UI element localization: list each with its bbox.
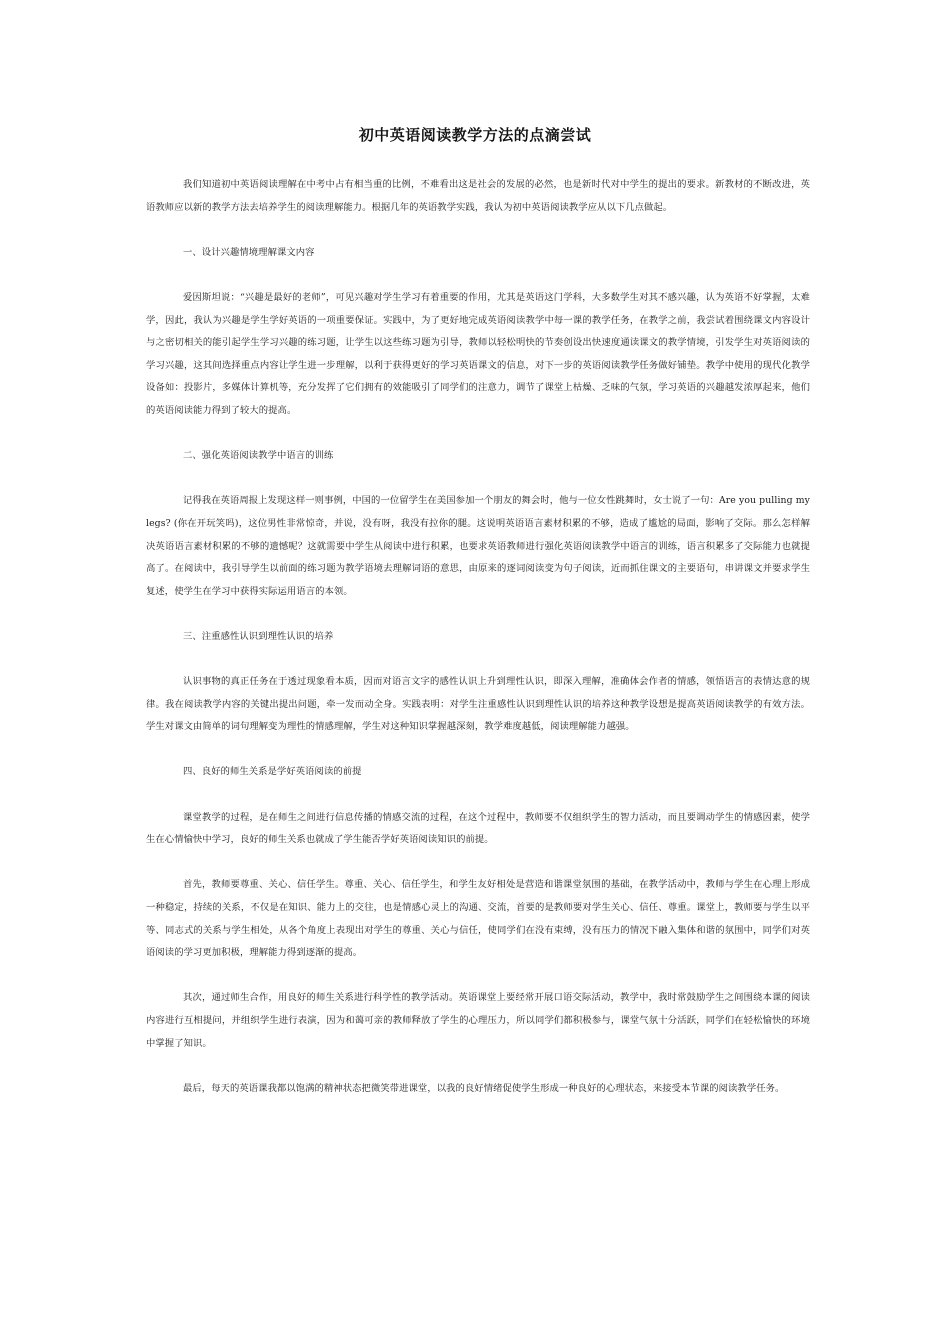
intro-paragraph: 我们知道初中英语阅读理解在中考中占有相当重的比例，不难看出这是社会的发展的必然，也是新时代对中学生的提出的要求。新教材的不断改进，英语教师应以新的教学方法去培养学生的阅读理解能力。根据几年的英语教学实践，我认为初中英语阅读教学应从以下几点做起。 <box>146 179 810 213</box>
section-2-paragraph: 记得我在英语周报上发现这样一则事例，中国的一位留学生在美国参加一个朋友的舞会时，他与一位女性跳舞时，女士说了一句：Are you pulling my legs? (你在开玩笑吗)，这位男性非常惊奇，并说，没有呀，我没有拉你的腿。这说明英语语言素材积累的不够，造成了尴尬的局面，影响了交际。那么怎样解决英语语言素材积累的不够的遗憾呢？这就需要中学生从阅读中进行积累，也要求英语教师进行强化英语阅读教学中语言的训练，语言积累多了交际能力也就提高了。在阅读中，我引导学生以前面的练习题为教学语境去理解词语的意思，由原来的逐词阅读变为句子阅读，近而抓住课文的主要语句，串讲课文并要求学生复述，使学生在学习中获得实际运用语言的本领。 <box>146 495 810 597</box>
document-title: 初中英语阅读教学方法的点滴尝试 <box>358 126 592 144</box>
section-1-paragraph: 爱因斯坦说：“兴趣是最好的老师”，可见兴趣对学生学习有着重要的作用，尤其是英语这门学科，大多数学生对其不感兴趣，认为英语不好掌握，太难学，因此，我认为兴趣是学生学好英语的一项重要保证。实践中，为了更好地完成英语阅读教学中每一课的教学任务，在教学之前，我尝试着围绕课文内容设计与之密切相关的能引起学生学习兴趣的练习题，让学生以这些练习题为引导，教师以轻松明快的节奏创设出快速度通读课文的教学情境，引发学生对英语阅读的学习兴趣，这其间选择重点内容让学生进一步理解，以利于获得更好的学习英语课文的信息，对下一步的英语阅读教学任务做好铺垫。教学中使用的现代化教学设备如：投影片，多媒体计算机等，充分发挥了它们拥有的效能吸引了同学们的注意力，调节了课堂上枯燥、乏味的气氛，学习英语的兴趣越发浓厚起来，他们的英语阅读能力得到了较大的提高。 <box>146 291 810 416</box>
document-body <box>146 174 810 1123</box>
section-heading-3: 三、注重感性认识到理性认识的培养 <box>183 630 334 642</box>
section-3-paragraph: 认识事物的真正任务在于透过现象看本质，因而对语言文字的感性认识上升到理性认识，即深入理解，准确体会作者的情感，领悟语言的表情达意的规律。我在阅读教学内容的关键出提出问题，牵一发而动全身。实践表明：对学生注重感性认识到理性认识的培养这种教学设想是提高英语阅读教学的有效方法。学生对课文由简单的词句理解变为理性的情感理解，学生对这种知识掌握越深刻，教学难度越低，阅读理解能力越强。 <box>146 676 810 733</box>
section-4-paragraph-3: 其次，通过师生合作，用良好的师生关系进行科学性的教学活动。英语课堂上要经常开展口语交际活动，教学中，我时常鼓励学生之间围绕本课的阅读内容进行互相提问，并组织学生进行表演，因为和蔼可亲的教师释放了学生的心理压力，所以同学们都积极参与，课堂气氛十分活跃，同学们在轻松愉快的环境中掌握了知识。 <box>146 992 810 1049</box>
section-4-paragraph-4: 最后，每天的英语课我都以饱满的精神状态把微笑带进课堂，以我的良好情绪促使学生形成一种良好的心理状态，来接受本节课的阅读教学任务。 <box>183 1082 785 1094</box>
section-4-paragraph-1: 课堂教学的过程，是在师生之间进行信息传播的情感交流的过程，在这个过程中，教师要不仅组织学生的智力活动，而且要调动学生的情感因素，使学生在心情愉快中学习，良好的师生关系也就成了学生能否学好英语阅读知识的前提。 <box>146 811 810 846</box>
section-4-paragraph-2: 首先，教师要尊重、关心、信任学生。尊重、关心、信任学生，和学生友好相处是营造和谐课堂氛围的基础，在教学活动中，教师与学生在心理上形成一种稳定，持续的关系，不仅是在知识、能力上的交往，也是情感心灵上的沟通、交流，首要的是教师要对学生关心、信任、尊重。课堂上，教师要与学生以平等、同志式的关系与学生相处，从各个角度上表现出对学生的尊重、关心与信任，使同学们在没有束缚，没有压力的情况下融入集体和谐的氛围中，同学们对英语阅读的学习更加积极，理解能力得到逐渐的提高。 <box>146 879 810 959</box>
section-heading-1: 一、设计兴趣情境理解课文内容 <box>183 246 315 258</box>
section-heading-4: 四、良好的师生关系是学好英语阅读的前提 <box>183 766 362 778</box>
section-heading-2: 二、强化英语阅读教学中语言的训练 <box>183 450 334 462</box>
